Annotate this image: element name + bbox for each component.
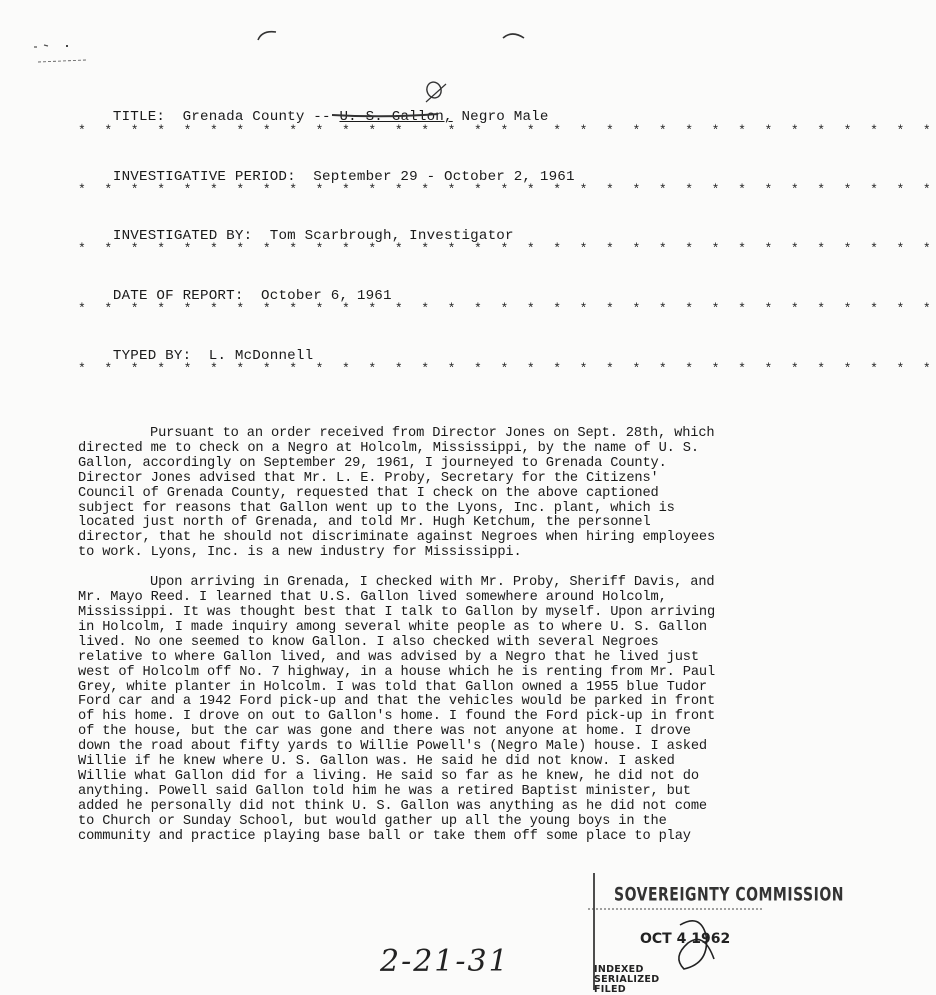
stamp-date: OCT 4 1962	[640, 931, 731, 947]
typed-by-label: TYPED BY:	[112, 348, 192, 364]
investigator-label: INVESTIGATED BY:	[112, 228, 253, 244]
handwritten-circle-mark	[420, 80, 450, 104]
paragraph-2-text: Upon arriving in Grenada, I checked with Mr. Proby, Sheriff Davis, and Mr. Mayo Reed. I learned that U.S. Gallon lived somewhere around Holcolm, Mississippi. It was thought best that I talk to Gallon by myself. Upon arriving in Holcolm, I made inquiry among several white people as to where U. S. Gallon lived. No one seemed to know Gallon. I also checked with several Negroes relative to where Gallon lived, and was advised by a Negro that he lived just west of Holcolm off No. 7 highway, in a house which he is renting from Mr. Paul Grey, white planter in Holcolm. I was told that Gallon owned a 1955 blue Tudor Ford car and a 1942 Ford pick-up and that the vehicles would be parked in front of his home. I drove on out to Gallon's home. I found the Ford pick-up in front of the house, but the car was gone and there was not anyone at home. I drove down the road about fifty yards to Willie Powell's (Negro Male) house. I asked Willie if he knew where U. S. Gallon was. He said he did not know. I asked Willie what Gallon did for a living. He said so far as he knew, he did not do anything. Powell said Gallon told him he was a retired Baptist minister, but added he personally did not think U. S. Gallon was anything as he did not come to Church or Sunday School, but would gather up all the young boys in the community and practice playing base ball or take them off some place to play	[78, 575, 716, 844]
separator-1: * * * * * * * * * * * * * * * * * * * * * * * * * * * * * * * * *	[78, 123, 936, 138]
report-date-value: October 6, 1961	[261, 288, 392, 304]
report-body	[78, 427, 718, 844]
handwritten-file-number: 2-21-31	[380, 944, 510, 979]
separator-2: * * * * * * * * * * * * * * * * * * * * * * * * * * * * * * * * *	[78, 182, 936, 197]
handwritten-underline	[330, 111, 440, 119]
title-label: TITLE:	[112, 109, 166, 125]
stamp-filed: FILED	[594, 984, 626, 995]
title-subject: U. S. Gallon,	[339, 109, 453, 125]
investigator-value: Tom Scarbrough, Investigator	[269, 228, 514, 244]
stamp-indexed: INDEXED	[594, 964, 644, 975]
paragraph-1-text: Pursuant to an order received from Director Jones on Sept. 28th, which directed me to check on a Negro at Holcolm, Mississippi, by the name of U. S. Gallon, accordingly on September 29, 1961, I journeyed to Grenada County. Director Jones advised that Mr. L. E. Proby, Secretary for the Citizens' Council of Grenada County, requested that I check on the above captioned subject for reasons that Gallon went up to the Lyons, Inc. plant, which is located just north of Grenada, and told Mr. Hugh Ketchum, the personnel director, that he should not discriminate against Negroes when hiring employees to work. Lyons, Inc. is a new industry for Mississippi.	[78, 426, 716, 561]
typed-by-value: L. McDonnell	[208, 348, 314, 364]
period-value: September 29 - October 2, 1961	[313, 169, 575, 185]
stamp-serialized: SERIALIZED	[594, 974, 660, 985]
period-label: INVESTIGATIVE PERIOD:	[112, 169, 296, 185]
title-suffix: Negro Male	[461, 109, 549, 125]
report-date-label: DATE OF REPORT:	[112, 288, 244, 304]
paragraph-2	[78, 576, 718, 844]
separator-5: * * * * * * * * * * * * * * * * * * * * * * * * * * * * * * * * *	[78, 361, 936, 376]
paragraph-1	[78, 427, 718, 561]
separator-4: * * * * * * * * * * * * * * * * * * * * * * * * * * * * * * * * *	[78, 301, 936, 316]
receipt-stamp	[588, 873, 844, 995]
title-prefix: Grenada County --	[182, 109, 331, 125]
stamp-agency: SOVEREIGNTY COMMISSION	[614, 884, 844, 906]
separator-3: * * * * * * * * * * * * * * * * * * * * * * * * * * * * * * * * *	[78, 241, 936, 256]
